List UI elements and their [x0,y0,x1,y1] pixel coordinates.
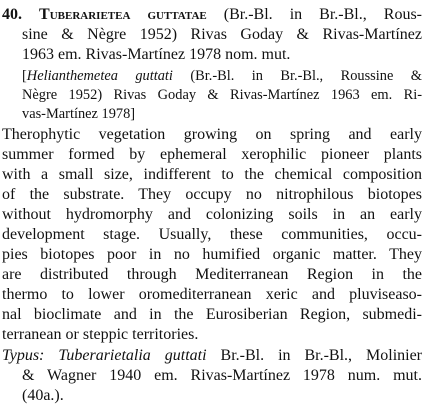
description-line: summer formed by ephemeral xerophilic pioneer plants [2,146,422,163]
synonym-line-1: [Helianthemetea guttati (Br.-Bl. in Br.-Bl., Roussine & [22,68,422,84]
typus-label: Typus: [2,347,59,364]
description-line: thermo to lower oromediterranean xeric and pluviseaso- [2,286,422,303]
synonym-line-2: Nègre 1952) Rivas Goday & Rivas-Martínez 1963 em. Ri- [22,87,422,103]
description-line: without hydromorphy and colonizing soils in an early [2,206,422,223]
description-line: of the substrate. They occupy no nitrophilous biotopes [2,186,422,203]
entry-number: 40. [2,6,22,23]
description-line: terranean or steppic territories. [2,326,199,343]
description-line: nal bioclimate and in the Eurosiberian Region, submedi- [2,306,422,323]
description-line: pies biotopes poor in no humified organic matter. They [2,246,422,263]
heading-authority: (Br.-Bl. in Br.-Bl., Rous- [206,6,423,23]
typus-name: Tuberarietalia guttati [58,347,207,364]
typus-line-3: (40a.). [22,387,64,404]
entry-heading-line-2: sine & Nègre 1952) Rivas Goday & Rivas-Martínez [22,26,422,43]
description-line: with a small size, indifferent to the chemical composition [2,166,422,183]
entry-heading-line-1 [2,5,422,25]
description-line: Therophytic vegetation growing on spring and early [2,126,422,143]
typus-line-1 [2,346,422,366]
syntaxon-name: Tuberarietea guttatae [39,6,207,23]
description-line: development stage. Usually, these communities, occu- [2,226,422,243]
description-line: are distributed through Mediterranean Region in the [2,266,422,283]
entry-heading-line-3: 1963 em. Rivas-Martínez 1978 nom. mut. [22,46,291,63]
synonym-line-3: vas-Martínez 1978] [22,106,136,122]
synonym-name: Helianthemetea guttati [26,68,173,84]
typus-authority: Br.-Bl. in Br.-Bl., Molinier [206,347,423,364]
typus-line-2: & Wagner 1940 em. Rivas-Martínez 1978 num. mut. [22,367,422,384]
